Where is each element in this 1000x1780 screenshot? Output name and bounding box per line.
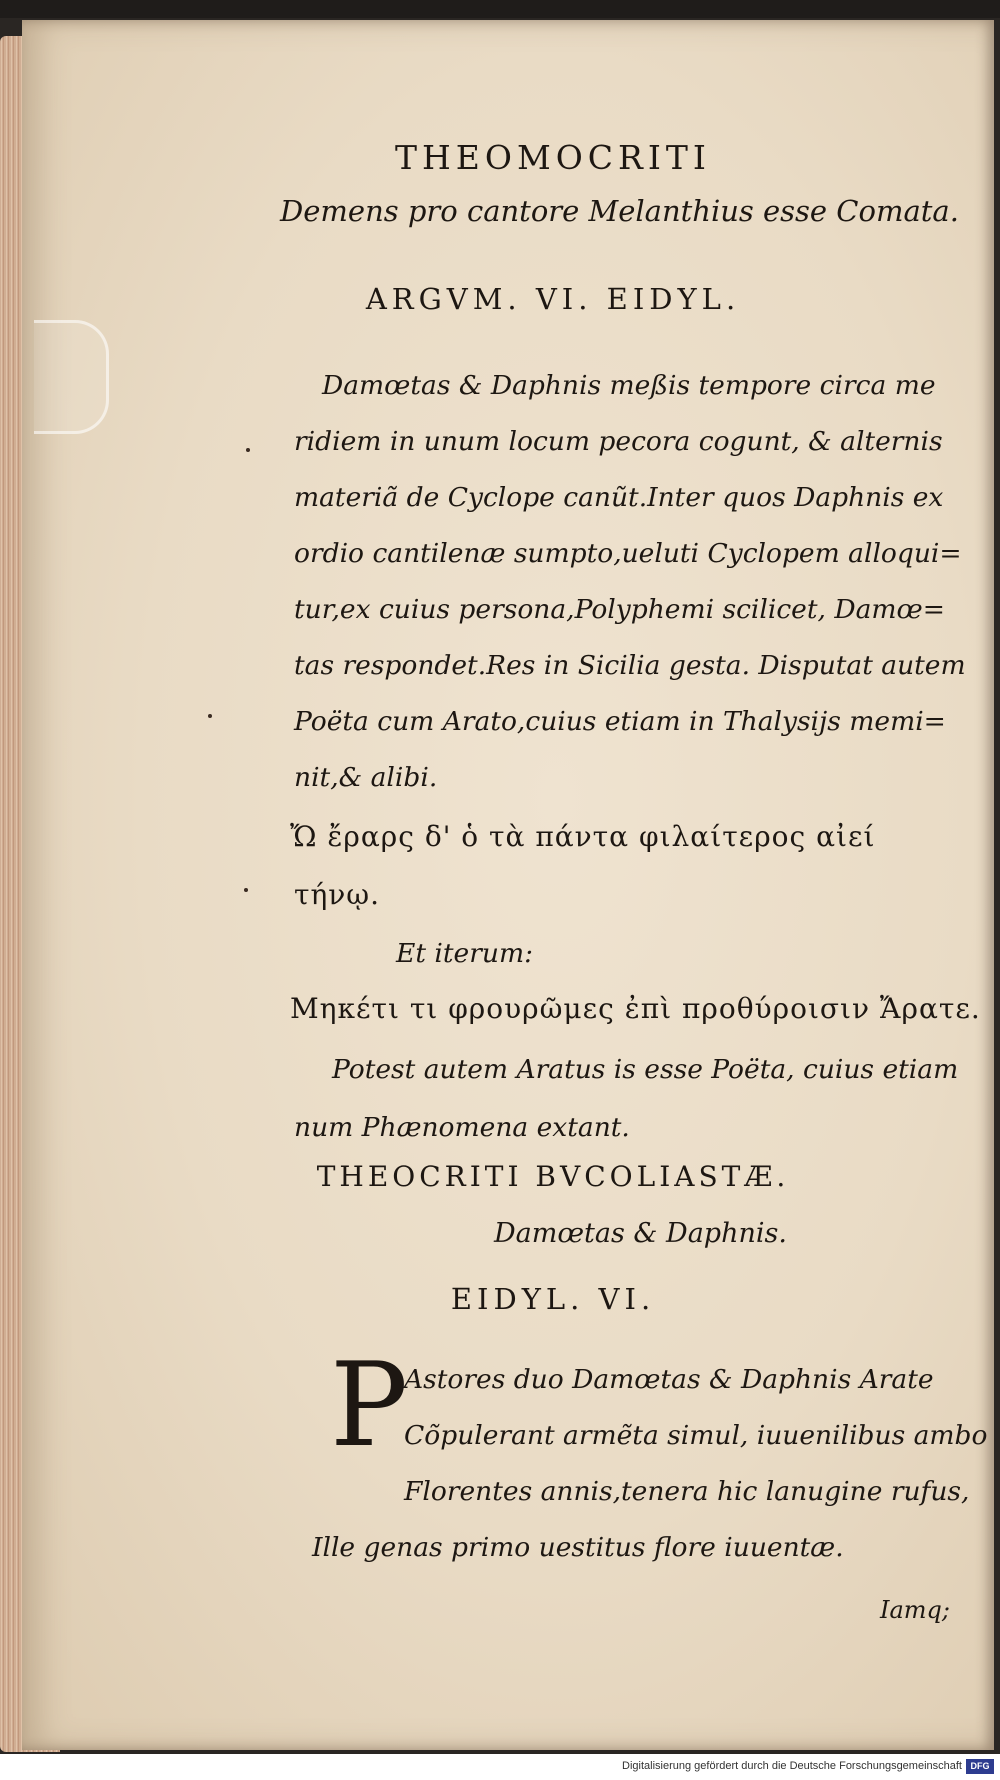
argument-line: Potest autem Aratus is esse Poëta, cuius etiam [332, 1054, 959, 1085]
dfg-logo-icon: DFG [966, 1759, 994, 1774]
et-iterum: Et iterum: [396, 938, 534, 969]
greek-quote-line: Μηκέτι τι φρουρῶμες ἐπὶ προθύροισιν Ἄρατε. [290, 992, 981, 1025]
argument-line: Poëta cum Arato,cuius etiam in Thalysijs memi= [294, 706, 946, 737]
book-page [22, 20, 994, 1750]
argument-line: tur,ex cuius persona,Polyphemi scilicet, Damœ= [294, 594, 945, 625]
catchword: Iamq; [880, 1596, 950, 1624]
idyll-heading: EIDYL. VI. [450, 1282, 656, 1316]
argument-line: nit,& alibi. [294, 762, 438, 793]
argument-line: materiã de Cyclope canũt.Inter quos Daphnis ex [294, 482, 944, 513]
verse-line: Cõpulerant armẽta simul, iuuenilibus ambo [404, 1420, 988, 1451]
verse-line: Ille genas primo uestitus flore iuuentæ. [312, 1532, 844, 1563]
greek-quote-line: τήνῳ. [294, 878, 381, 911]
argument-line: Damœtas & Daphnis meßis tempore circa me [322, 370, 936, 401]
argument-line: ridiem in unum locum pecora cogunt, & alternis [294, 426, 943, 457]
page-text [22, 20, 994, 1750]
drop-cap: P [330, 1338, 409, 1473]
greek-quote-line: Ὤ ἔραρς δ' ὁ τὰ πάντα φιλαίτερος αἰεί [290, 820, 876, 853]
argument-line: ordio cantilenæ sumpto,ueluti Cyclopem alloqui= [294, 538, 962, 569]
argument-heading: ARGVM. VI. EIDYL. [365, 282, 741, 316]
digitization-footer [0, 1754, 1000, 1780]
idyll-title: THEOCRITI BVCOLIASTÆ. [316, 1160, 790, 1193]
footer-credit: Digitalisierung gefördert durch die Deutsche Forschungsgemeinschaft [622, 1760, 962, 1772]
argument-line: tas respondet.Res in Sicilia gesta. Disputat autem [294, 650, 966, 681]
closing-verse: Demens pro cantore Melanthius esse Comata. [280, 194, 959, 228]
idyll-characters: Damœtas & Daphnis. [494, 1218, 787, 1249]
book-page-block [0, 14, 1000, 1754]
running-head: THEOMOCRITI [395, 138, 711, 177]
argument-line: num Phænomena extant. [294, 1112, 630, 1143]
verse-line: Astores duo Damœtas & Daphnis Arate [404, 1364, 934, 1395]
verse-line: Florentes annis,tenera hic lanugine rufus, [404, 1476, 970, 1507]
